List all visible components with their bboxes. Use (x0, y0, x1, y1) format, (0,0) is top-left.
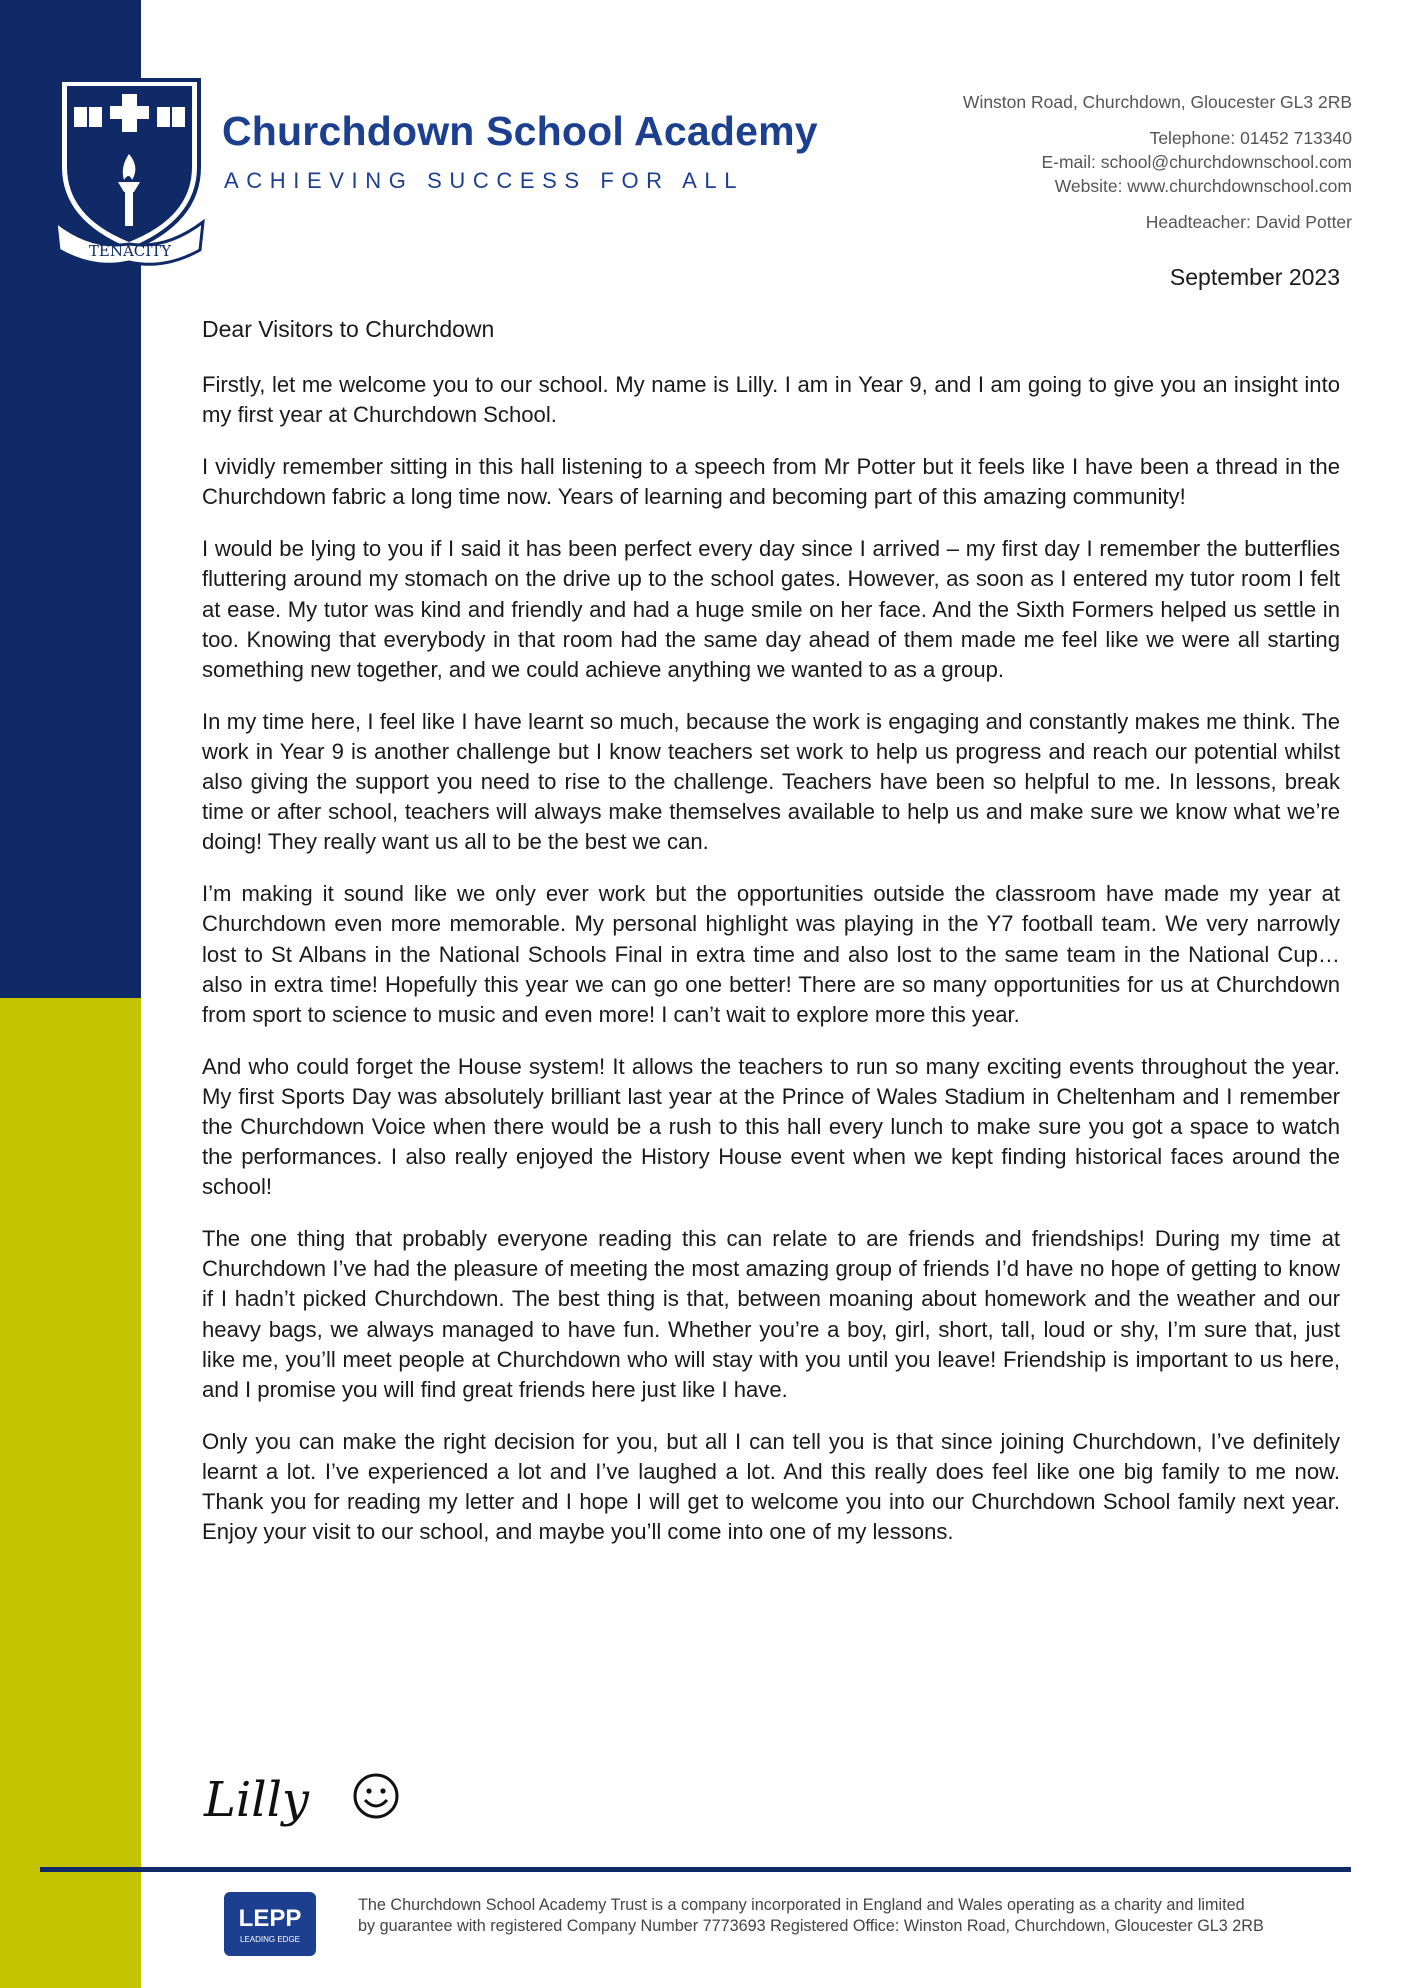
paragraph: In my time here, I feel like I have learnt so much, because the work is engaging and constantly makes me think. The work in Year 9 is another challenge but I know teachers set work to help us progress and reach our potential whilst also giving the support you need to rise to the challenge. Teachers have been so helpful to me. In lessons, break time or after school, teachers will always make themselves available to help us and make sure we know what we’re doing! They really want us all to be the best we can. (202, 708, 1340, 855)
salutation: Dear Visitors to Churchdown (202, 316, 495, 342)
paragraph: I would be lying to you if I said it has been perfect every day since I arrived – my first day I remember the butterflies fluttering around my stomach on the drive up to the school gates. However, as soon as I entered my tutor room I felt at ease. My tutor was kind and friendly and had a huge smile on her face. And the Sixth Formers helped us settle in too. Knowing that everybody in that room had the same day ahead of them made me feel like we were all starting something new together, and we could achieve anything we wanted to as a group. (202, 536, 1340, 682)
paragraph: I vividly remember sitting in this hall listening to a speech from Mr Potter but it feels like I have been a thread in the Churchdown fabric a long time now. Years of learning and becoming part of this amazing community! (202, 454, 1340, 510)
paragraph: And who could forget the House system! It allows the teachers to run so many exciting events throughout the year. My first Sports Day was absolutely brilliant last year at the Prince of Wales Stadium in Cheltenham and I remember the Churchdown Voice when there would be a rush to this hall every lunch to make sure you got a space to watch the performances. I also really enjoyed the History House event when we kept finding historical faces around the school! (202, 1053, 1340, 1200)
paragraph: The one thing that probably everyone reading this can relate to are friends and friendships! During my time at Churchdown I’ve had the pleasure of meeting the most amazing group of friends I’d have no hope of getting to know if I hadn’t picked Churchdown. The best thing is that, between moaning about homework and the weather and our heavy bags, we always managed to have fun. Whether you’re a boy, girl, short, tall, loud or shy, I’m sure that, just like me, you’ll meet people at Churchdown who will stay with you until you leave! Friendship is important to us here, and I promise you will find great friends here just like I have. (202, 1226, 1340, 1402)
footer-divider (40, 1867, 1351, 1872)
school-motto: ACHIEVING SUCCESS FOR ALL (224, 168, 745, 193)
footer-legal-text (358, 1895, 1264, 1937)
smiley-icon (352, 1772, 400, 1820)
contact-block (963, 90, 1352, 234)
email: E-mail: school@churchdownschool.com (1041, 152, 1352, 172)
paragraph: I’m making it sound like we only ever work but the opportunities outside the classroom have made my year at Churchdown even more memorable. My personal highlight was playing in the Y7 football team. We very narrowly lost to St Albans in the National Schools Final in extra time and also lost to the same team in the National Cup… also in extra time! Hopefully this year we can go one better! There are so many opportunities for us at Churchdown from sport to science to music and even more! I can’t wait to explore more this year. (202, 881, 1340, 1027)
lepp-logo (224, 1892, 316, 1956)
signature: Lilly (204, 1772, 310, 1828)
left-band-lime (0, 998, 141, 1988)
school-crest-logo (52, 72, 207, 267)
footer-line: The Churchdown School Academy Trust is a company incorporated in England and Wales operating as a charity and limited (358, 1896, 1245, 1914)
lepp-logo-subtext: LEADING EDGE (239, 1935, 301, 1944)
school-name: Churchdown School Academy (222, 108, 818, 154)
paragraph: Only you can make the right decision for you, but all I can tell you is that since joining Churchdown, I’ve definitely learnt a lot. I’ve experienced a lot and I’ve laughed a lot. And this really does feel like one big family to me now. Thank you for reading my letter and I hope I will get to welcome you into our Churchdown School family next year. Enjoy your visit to our school, and maybe you’ll come into one of my lessons. (202, 1428, 1340, 1545)
lepp-logo-text: LEPP (238, 1905, 302, 1932)
letter-date: September 2023 (1169, 264, 1340, 290)
footer-line: by guarantee with registered Company Number 7773693 Registered Office: Winston Road, Churchdown, Gloucester GL3 2RB (358, 1917, 1264, 1935)
telephone: Telephone: 01452 713340 (1149, 128, 1352, 148)
headteacher: Headteacher: David Potter (1145, 212, 1352, 232)
school-address: Winston Road, Churchdown, Gloucester GL3 2RB (962, 92, 1352, 112)
letter-body (202, 370, 1340, 1569)
paragraph: Firstly, let me welcome you to our school. My name is Lilly. I am in Year 9, and I am going to give you an insight into my first year at Churchdown School. (202, 372, 1340, 428)
website: Website: www.churchdownschool.com (1054, 176, 1352, 196)
crest-banner-text: TENACITY (88, 242, 172, 260)
